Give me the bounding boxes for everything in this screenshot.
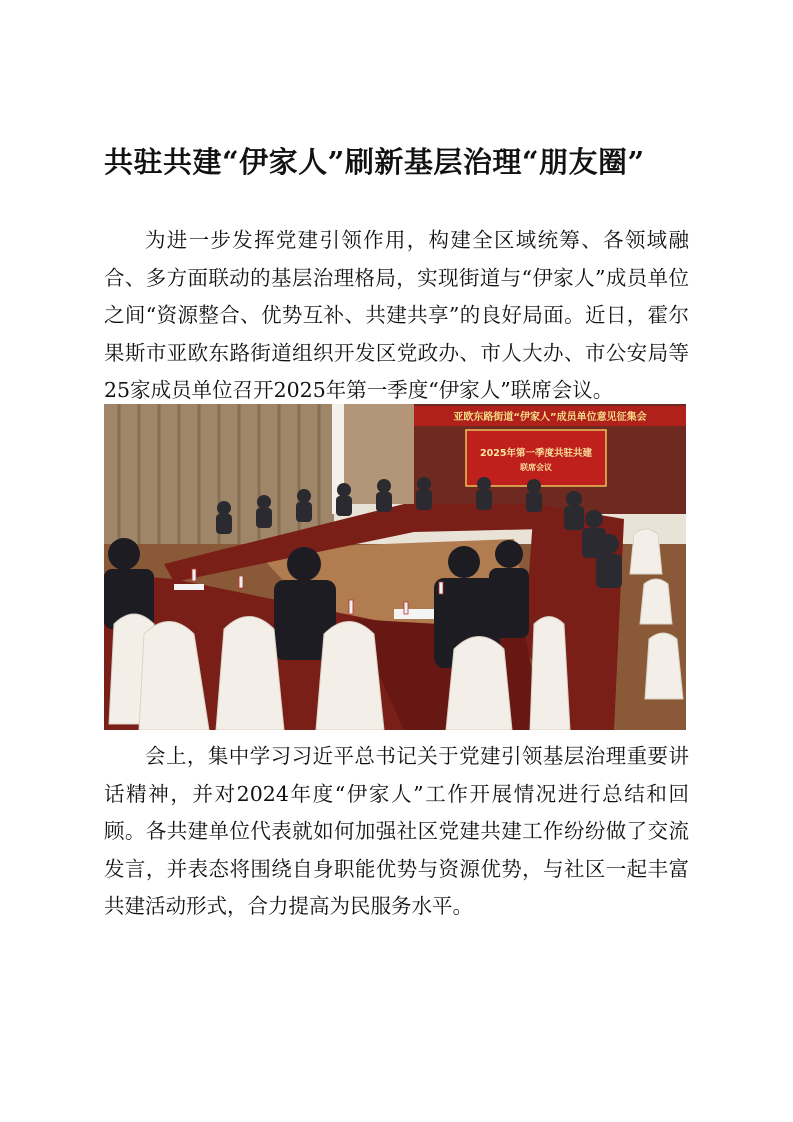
photo-screen-line-2: 联席会议 <box>520 463 552 472</box>
article-paragraph-2: 会上，集中学习习近平总书记关于党建引领基层治理重要讲话精神，并对2024年度“伊家人”工作开展情况进行总结和回顾。各共建单位代表就如何加强社区党建共建工作纷纷做了交流发言，并表态将围绕自身职能优势与资源优势，与社区一起丰富共建活动形式，合力提高为民服务水平。 <box>104 744 689 918</box>
meeting-photo-illustration <box>104 404 686 730</box>
article-paragraph-1: 为进一步发挥党建引领作用，构建全区域统筹、各领域融合、多方面联动的基层治理格局，实现街道与“伊家人”成员单位之间“资源整合、优势互补、共建共享”的良好局面。近日，霍尔果斯市亚欧东路街道组织开发区党政办、市人大办、市公安局等25家成员单位召开2025年第一季度“伊家人”联席会议。 <box>104 228 689 402</box>
meeting-photo <box>104 404 686 730</box>
photo-banner-text: 亚欧东路街道“伊家人”成员单位意见征集会 <box>453 412 647 423</box>
photo-screen-line-1: 2025年第一季度共驻共建 <box>480 448 592 459</box>
article-title: 共驻共建“伊家人”刷新基层治理“朋友圈” <box>104 145 645 179</box>
